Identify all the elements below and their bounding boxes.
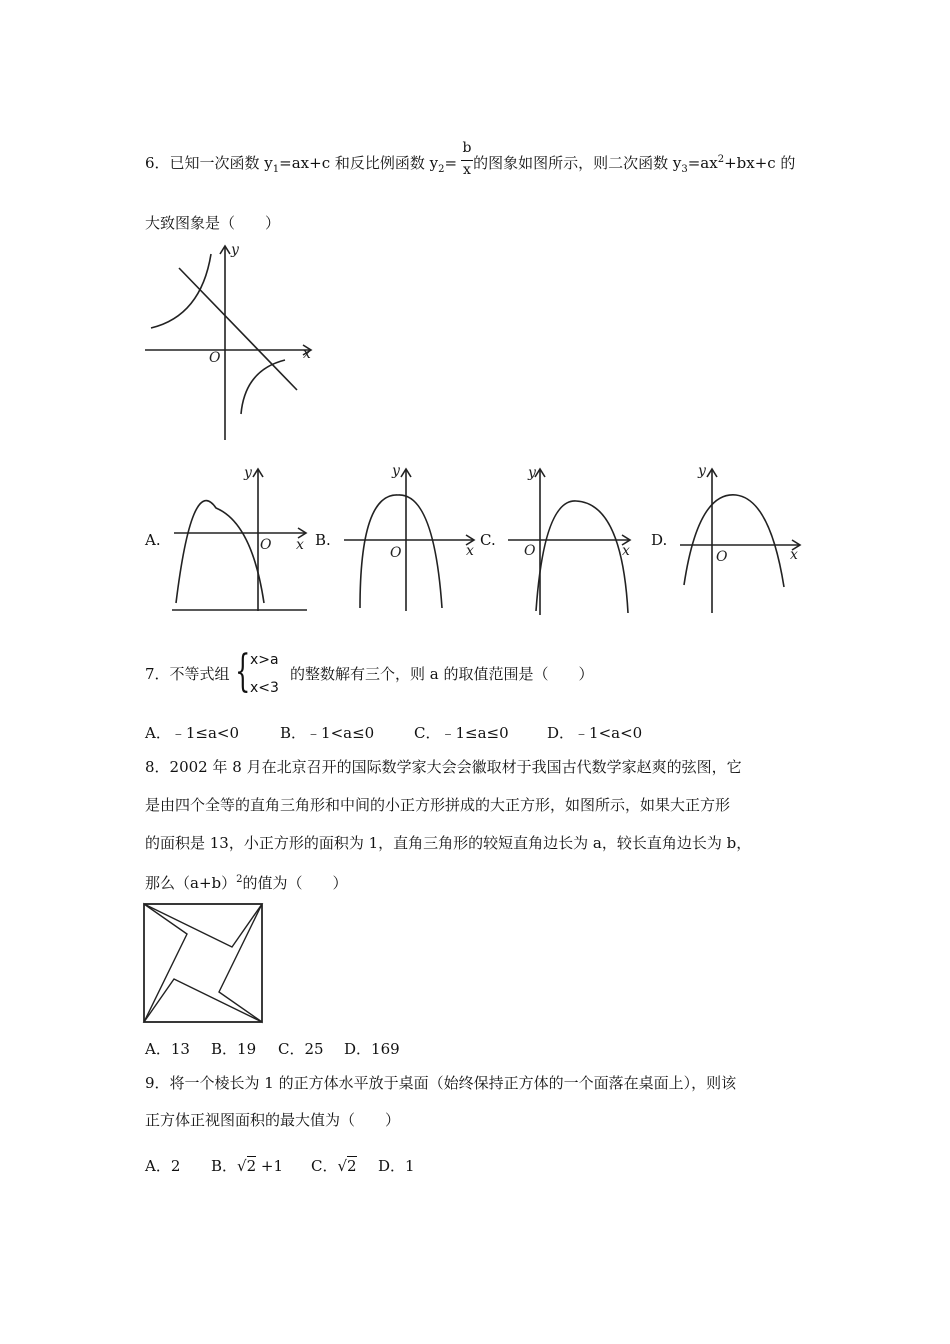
sqrt-icon: √ — [237, 1157, 247, 1175]
q8-choice-b[interactable]: B．19 — [211, 1040, 257, 1058]
q7-choice-d[interactable]: D．﹣1<a<0 — [547, 724, 643, 742]
q6-option-d-graph[interactable] — [676, 463, 806, 613]
q6-sub: 2 — [438, 164, 445, 175]
q9-choice-d[interactable]: D．1 — [378, 1157, 415, 1175]
q7-ineq-2: x<3 — [250, 680, 279, 696]
q9-line-1: 9．将一个棱长为 1 的正方体水平放于桌面（始终保持正方体的一个面落在桌面上），则该 — [145, 1074, 737, 1092]
q8-choice-d[interactable]: D．169 — [344, 1040, 400, 1058]
q9-choice-c-radicand: 2 — [347, 1157, 357, 1175]
q6-option-b-letter[interactable]: B. — [315, 531, 331, 549]
q8-line-4 — [145, 870, 348, 893]
q9-choice-c-letter: C． — [311, 1157, 338, 1175]
x-label: x — [790, 547, 798, 563]
sqrt-icon: √ — [337, 1157, 348, 1175]
q6-main-graph — [143, 242, 318, 442]
y-label: y — [231, 242, 239, 258]
q9-choice-b-tail: +1 — [260, 1157, 284, 1175]
q6-fraction-num: b — [462, 140, 472, 156]
y-label: y — [528, 465, 536, 481]
q6-text: +bx+c 的 — [724, 154, 796, 172]
q7-choice-b[interactable]: B．﹣1<a≤0 — [280, 724, 375, 742]
y-label: y — [698, 463, 706, 479]
q9-choice-b-letter: B． — [211, 1157, 238, 1175]
q8-text: 的值为（ ） — [242, 874, 348, 892]
linear-function-line — [179, 268, 297, 390]
q6-fraction-den: x — [463, 162, 471, 178]
origin-label: O — [716, 549, 728, 565]
q7-choice-a[interactable]: A．﹣1≤a<0 — [145, 724, 239, 742]
q6-text: 6．已知一次函数 y — [145, 154, 273, 172]
q7-stem-prefix: 7．不等式组 — [145, 665, 230, 683]
q9-choice-c[interactable] — [311, 1156, 357, 1176]
hyperbola-branch-lower — [241, 360, 285, 414]
q6-fraction-bar — [461, 160, 473, 161]
q6-option-b-graph[interactable] — [340, 463, 480, 613]
x-label: x — [466, 543, 474, 559]
q8-line-3: 的面积是 13，小正方形的面积为 1，直角三角形的较短直角边长为 a，较长直角边长为 b， — [145, 834, 752, 852]
q7-choice-c[interactable]: C．﹣1≤a≤0 — [414, 724, 509, 742]
q8-line-1: 8．2002 年 8 月在北京召开的国际数学家大会会徽取材于我国古代数学家赵爽的弦图，它 — [145, 758, 742, 776]
q8-line-2: 是由四个全等的直角三角形和中间的小正方形拼成的大正方形，如图所示，如果大正方形 — [145, 796, 731, 814]
parabola — [684, 495, 784, 587]
q6-stem-line2: 大致图象是（ ） — [145, 214, 281, 232]
origin-label: O — [524, 543, 536, 559]
q6-option-d-letter[interactable]: D. — [651, 531, 668, 549]
q8-choice-a[interactable]: A．13 — [145, 1040, 190, 1058]
origin-label: O — [209, 350, 221, 366]
q6-text: =ax — [687, 154, 718, 172]
q8-text: 那么（a+b） — [145, 874, 237, 892]
parabola — [176, 501, 264, 603]
q7-ineq-1: x>a — [250, 652, 279, 668]
q8-chord-diagram — [143, 903, 265, 1025]
q6-option-a-letter[interactable]: A. — [145, 531, 161, 549]
q9-line-2: 正方体正视图面积的最大值为（ ） — [145, 1111, 401, 1129]
y-label: y — [244, 465, 252, 481]
origin-label: O — [260, 537, 272, 553]
x-label: x — [303, 346, 311, 362]
x-label: x — [296, 537, 304, 553]
y-label: y — [392, 463, 400, 479]
q6-option-c-graph[interactable] — [504, 463, 644, 613]
q6-text: 的图象如图所示，则二次函数 y — [473, 154, 682, 172]
q7-brace: { — [235, 646, 251, 697]
q6-text: =ax+c 和反比例函数 y — [279, 154, 439, 172]
q9-choice-b-radicand: 2 — [246, 1157, 257, 1175]
q6-text: = — [444, 154, 458, 172]
x-label: x — [622, 543, 630, 559]
q7-stem-suffix: 的整数解有三个，则 a 的取值范围是（ ） — [290, 665, 594, 683]
q6-option-a-graph[interactable] — [172, 463, 312, 613]
origin-label: O — [390, 545, 402, 561]
q6-sup: 2 — [717, 154, 725, 165]
q6-sub: 3 — [681, 164, 688, 175]
q9-choice-a[interactable]: A．2 — [145, 1157, 181, 1175]
q8-choice-c[interactable]: C．25 — [278, 1040, 324, 1058]
q6-option-c-letter[interactable]: C. — [480, 531, 496, 549]
q6-sub: 1 — [272, 164, 280, 175]
q8-sup: 2 — [236, 874, 243, 885]
parabola — [536, 501, 628, 613]
q9-choice-b[interactable] — [211, 1156, 283, 1176]
